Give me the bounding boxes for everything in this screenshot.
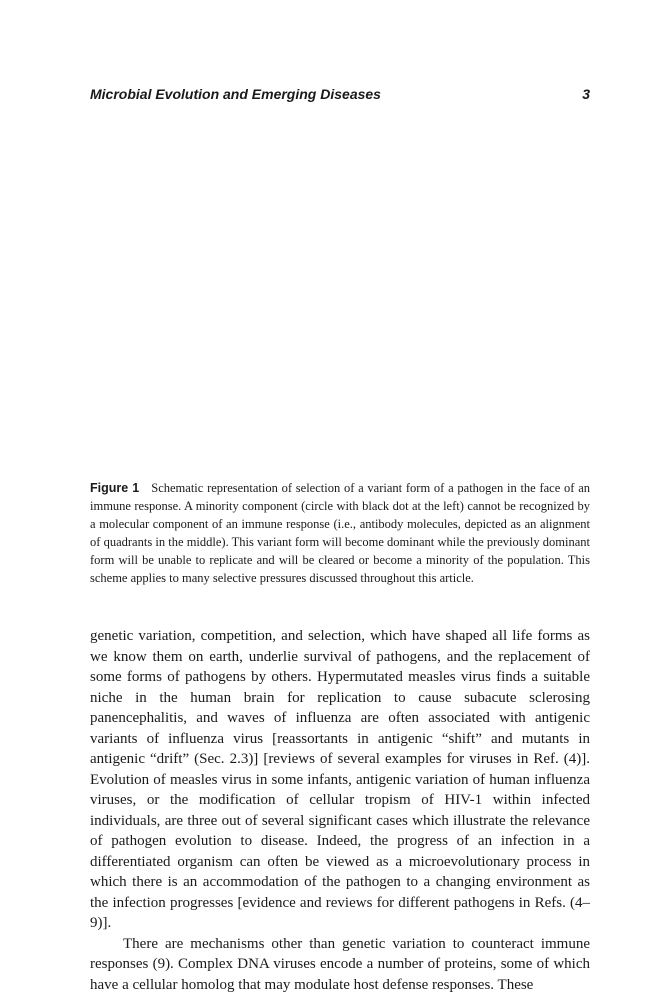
- running-head: [90, 86, 590, 106]
- running-head-title: Microbial Evolution and Emerging Diseases: [90, 86, 381, 102]
- figure-label: Figure 1: [90, 481, 140, 495]
- figure-caption-text: Schematic representation of selection of a variant form of a pathogen in the face of an immune response. A minority component (circle with black dot at the left) cannot be recognized by a molecular component of an immune response (i.e., antibody molecules, depicted as an alignment of quadrants in the middle). This variant form will become dominant while the previously dominant form will be unable to replicate and will be cleared or become a minority of the population. This scheme applies to many selective pressures discussed throughout this article.: [90, 481, 590, 585]
- body-text: [90, 626, 590, 995]
- figure-caption: [90, 479, 590, 587]
- figure-area: [90, 120, 590, 465]
- page-number: 3: [582, 86, 590, 102]
- body-paragraph-2: There are mechanisms other than genetic variation to counteract immune responses (9). Complex DNA viruses encode a number of proteins, some of which have a cellular homolog that may modulate host defense responses. These: [90, 935, 590, 993]
- body-paragraph-1: genetic variation, competition, and selection, which have shaped all life forms as we know them on earth, underlie survival of pathogens, and the replacement of some forms of pathogens by others. Hypermutated measles virus finds a suitable niche in the human brain for replication to cause subacute sclerosing panencephalitis, and waves of influenza are often associated with antigenic variants of influenza virus [reassortants in antigenic “shift” and mutants in antigenic “drift” (Sec. 2.3)] [reviews of several examples for viruses in Ref. (4)]. Evolution of measles virus in some infants, antigenic variation of human influenza viruses, or the modification of cellular tropism of HIV-1 within infected individuals, are three out of several significant cases which illustrate the relevance of pathogen evolution to disease. Indeed, the progress of an infection in a differentiated organism can often be viewed as a microevolutionary process in which there is an accommodation of the pathogen to a changing environment as the infection progresses [evidence and reviews for different pathogens in Refs. (4–9)].: [90, 628, 590, 931]
